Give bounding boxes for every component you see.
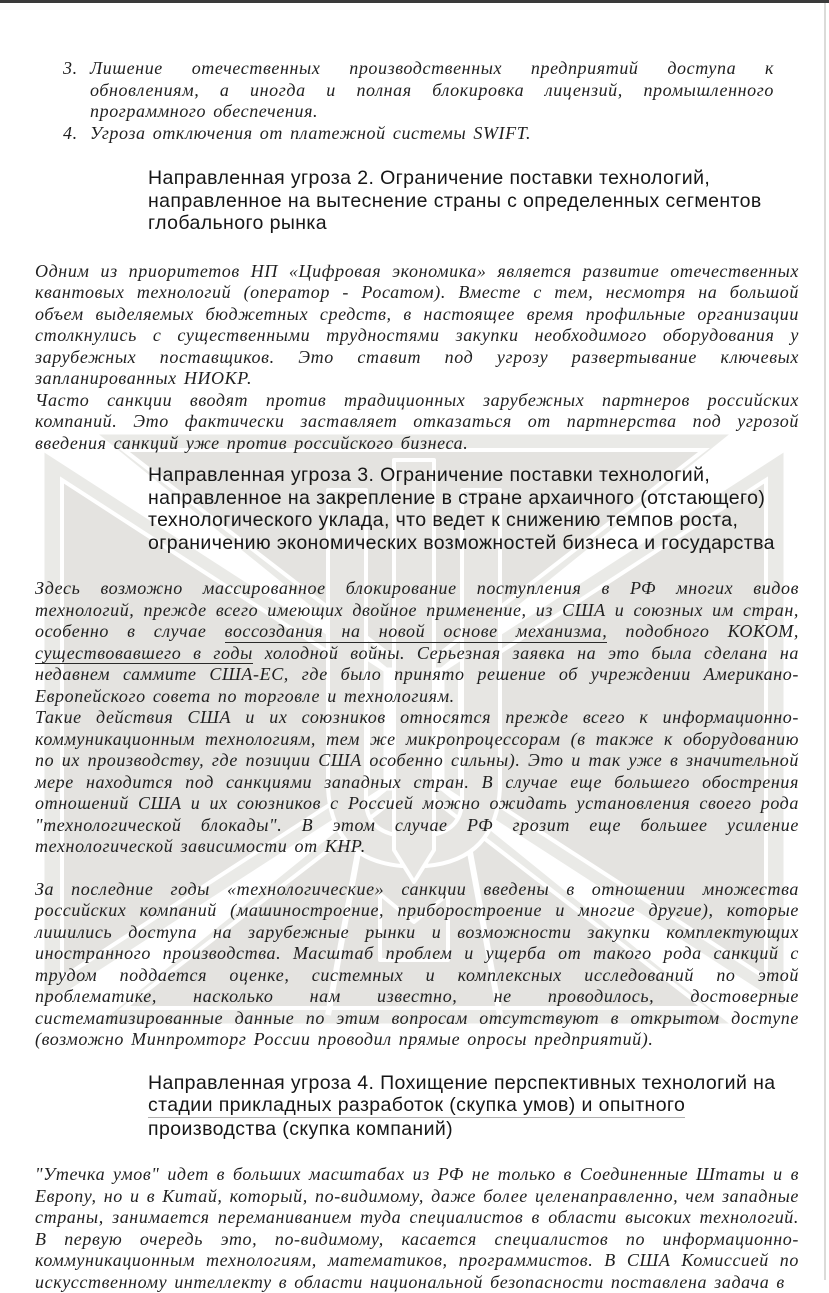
top-border-line [0, 0, 829, 3]
paragraph-quantum-tech [35, 261, 799, 390]
list-item-text: Лишение отечественных производственных предприятий доступа к обновлениям, а иногда и полная блокировка лицензий, промышленного программного обеспечения. [90, 58, 774, 121]
heading-line: направленное на вытеснение страны с определенных сегментов [148, 189, 762, 212]
text-segment: "Утечка умов" идет в больших масштабах из РФ не только в Соединенные Штаты и в Европу, но и в Китай, который, по-видимому, даже более целенаправленно, чем западные страны, занимается переманиванием туда специалистов в области высоких технологий. В первую очередь это, по-видимому, касается специалистов по информационно-коммуникационным технологиям, математиков, программистов. В США Комиссией по искусственному интеллекту в области национальной безопасности поставлена задача в [35, 1164, 799, 1292]
heading-line: технологического уклада, что ведет к снижению темпов роста, [148, 509, 739, 531]
heading-line: стадии прикладных разработок (скупка умов) и опытного [148, 1094, 686, 1116]
paragraph-sanctions-partners [35, 390, 799, 455]
heading-line: производства (скупка компаний) [148, 1117, 454, 1140]
heading-line: Направленная угроза 3. Ограничение поставки технологий, [148, 464, 711, 486]
paragraph-tech-sanctions [35, 879, 799, 1051]
list-item-number: 4. [63, 122, 78, 143]
heading-threat-3 [148, 464, 799, 554]
heading-line: ограничению экономических возможностей бизнеса и государства [148, 531, 775, 554]
text-segment: Одним из приоритетов НП «Цифровая экономика» является развитие отечественных квантовых технологий (оператор - Росатом). Вместе с тем, несмотря на большой объем выделяемых бюджетных средств, в настоящее время профильные организации столкнулись с существенными трудностями закупки необходимого оборудования у зарубежных поставщиков. Это ставит под угрозу развертывание ключевых запланированных НИОКР. [35, 260, 799, 388]
heading-threat-2 [148, 167, 799, 235]
underlined-text-segment: существовавшего в годы [35, 642, 253, 663]
document-body [35, 58, 799, 1293]
heading-line: глобального рынка [148, 212, 328, 234]
text-segment: холодной войны. Серьезная заявка на это была сделана на недавнем саммите США-ЕС, где было принято решение об учреждении Американо-Европейского совета по торговле и технологиям. [35, 642, 799, 706]
list-item [35, 58, 774, 123]
paragraph-blocking-technology [35, 578, 799, 707]
paragraph-brain-drain [35, 1164, 799, 1293]
text-segment: Такие действия США и их союзников относятся прежде всего к информационно-коммуникационным технологиям, тем же микропроцессорам (в также к оборудованию по их производству, где позиции США особенно сильны). Это и так уже в значительной мере находится под санкциями западных стран. В случае еще большего обострения отношений США и их союзников с Россией можно ожидать установления своего рода "технологической блокады". В этом случае РФ грозит еще большее усиление технологической зависимости от КНР. [35, 707, 799, 856]
heading-line: Направленная угроза 2. Ограничение поставки технологий, [148, 167, 711, 189]
heading-line: направленное на закрепление в стране архаичного (отстающего) [148, 486, 766, 509]
list-item-number: 3. [63, 58, 78, 78]
text-segment: За последние годы «технологические» санкции введены в отношении множества российских компаний (машиностроение, приборостроение и многие другие), которые лишились доступа на зарубежные рынки и возможности закупки комплектующих иностранного производства. Масштаб проблем и ущерба от такого рода санкций с трудом поддается оценке, системных и комплексных исследований по этой проблематике, насколько нам известно, не проводилось, достоверные систематизированные данные по этим вопросам отсутствуют в открытом доступе (возможно Минпромторг России проводил прямые опросы предприятий). [35, 878, 799, 1049]
text-segment: подобного КОКОМ, [607, 621, 799, 641]
paragraph-usa-allies [35, 707, 799, 858]
text-segment: Часто санкции вводят против традиционных зарубежных партнеров российских компаний. Это фактически заставляет отказаться от партнерства под угрозой введения санкций уже против российского бизнеса. [35, 389, 799, 453]
heading-line: Направленная угроза 4. Похищение перспективных технологий на [148, 1071, 776, 1094]
numbered-list [35, 58, 799, 144]
right-border-line [824, 0, 826, 1280]
list-item [35, 123, 774, 145]
list-item-text: Угроза отключения от платежной системы SWIFT. [90, 122, 532, 143]
heading-threat-4 [148, 1072, 799, 1141]
text-segment: Здесь возможно массированное блокирование поступления в РФ многих видов технологий, прежде всего имеющих двойное применение, из США и союзных им стран, особенно в случае [35, 578, 799, 641]
underlined-text-segment: воссоздания на новой основе механизма, [224, 621, 608, 641]
